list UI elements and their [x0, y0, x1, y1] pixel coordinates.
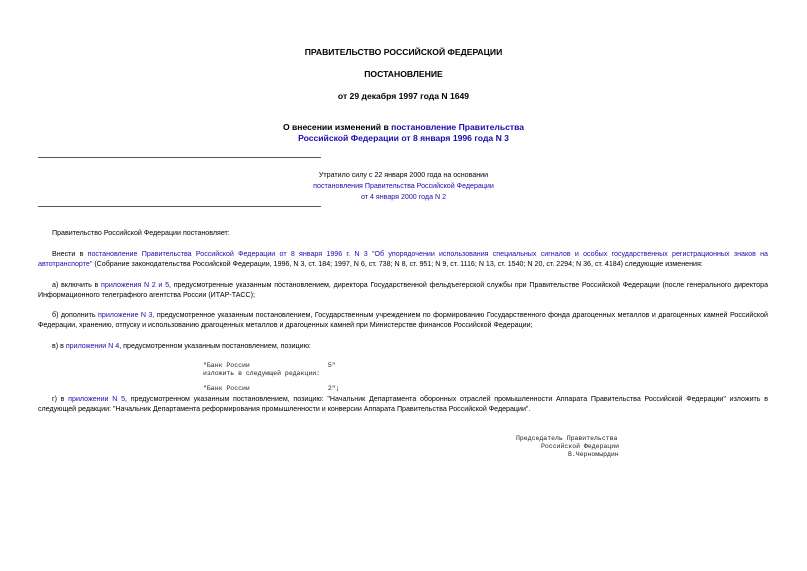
signature-line-2: Российской Федерации	[541, 443, 620, 450]
document-title	[0, 122, 807, 144]
paragraph-g	[38, 394, 768, 414]
title-prefix: О внесении изменений в	[282, 122, 392, 132]
pv-start: в) в	[52, 342, 66, 350]
document-type-heading: ПОСТАНОВЛЕНИЕ	[364, 69, 443, 79]
government-heading: ПРАВИТЕЛЬСТВО РОССИЙСКОЙ ФЕДЕРАЦИИ	[304, 47, 503, 57]
status-line1: Утратило силу с 22 января 2000 года на основании	[318, 171, 489, 179]
divider-bottom	[38, 206, 321, 207]
p1-decree-link[interactable]: постановление Правительства Российской Федерации от 8 января 1996 г. N 3	[87, 250, 368, 258]
status-link-2[interactable]: от 4 января 2000 года N 2	[360, 193, 447, 201]
status-link-1[interactable]: постановления Правительства Российской Федерации	[313, 182, 494, 190]
paragraph-b	[38, 310, 768, 330]
intro-paragraph: Правительство Российской Федерации постановляет:	[52, 229, 230, 237]
monospace-line-2: изложить в следующей редакции:	[203, 370, 321, 377]
paragraph-a	[38, 280, 768, 300]
p1-start: Внести в	[52, 250, 88, 258]
pb-rest: , предусмотренное указанным постановлением, Государственным учреждением по формированию Государственного фонда драгоценных металлов и драгоценных камней Российской Федерации, хранению, отпуску и использованию драгоценных металлов и драгоценных камней при Министерстве финансов Российской Федерации;	[38, 311, 768, 329]
monospace-line-3: "Банк России 2";	[203, 385, 340, 392]
pg-rest: , предусмотренном указанным постановлением, позицию: "Начальник Департамента оборонных отраслей промышленности Аппарата Правительства Российской Федерации" изложить в следующей редакции: "Начальник Департамента реформирования промышленности и конверсии Аппарата Правительства Российской Федерации".	[38, 395, 768, 413]
monospace-line-1: "Банк России 5"	[203, 362, 336, 369]
p1-title-link[interactable]: "Об упорядочении использования специальных сигналов и особых государственных регистрационных знаков на автотранспорте"	[38, 250, 768, 268]
pb-start: б) дополнить	[52, 311, 99, 319]
pa-rest: , предусмотренные указанным постановлением, директора Государственной фельдъегерской службы при Правительстве Российской Федерации (после генерального директора Информационного телеграфного агентства России (ИТАР-ТАСС);	[38, 281, 769, 299]
pb-link[interactable]: приложение N 3	[98, 311, 153, 319]
pa-start: а) включить в	[52, 281, 102, 289]
p1-rest: (Собрание законодательства Российской Федерации, 1996, N 3, ст. 184; 1997, N 6, ст. 738; N 8, ст. 951; N 9, ст. 1116; N 13, ст. 1540; N 20, ст. 2294; N 36, ст. 4184) следующие изменения:	[92, 260, 703, 268]
signature-line-1: Председатель Правительства	[516, 435, 618, 442]
paragraph-v	[52, 341, 311, 351]
pv-rest: , предусмотренном указанным постановлением, позицию:	[119, 342, 311, 350]
pg-link[interactable]: приложении N 5	[68, 395, 126, 403]
document-date-number: от 29 декабря 1997 года N 1649	[337, 91, 470, 101]
status-note	[0, 170, 807, 203]
pg-start: г) в	[52, 395, 69, 403]
signature-name: В.Черномырдин	[568, 451, 619, 458]
divider-top	[38, 157, 321, 158]
pv-link[interactable]: приложении N 4	[65, 342, 120, 350]
paragraph-main	[38, 249, 768, 269]
pa-link[interactable]: приложения N 2 и 5	[101, 281, 170, 289]
title-link-line2[interactable]: Российской Федерации от 8 января 1996 года N 3	[298, 133, 509, 143]
title-link-line1[interactable]: постановление Правительства	[391, 122, 525, 132]
